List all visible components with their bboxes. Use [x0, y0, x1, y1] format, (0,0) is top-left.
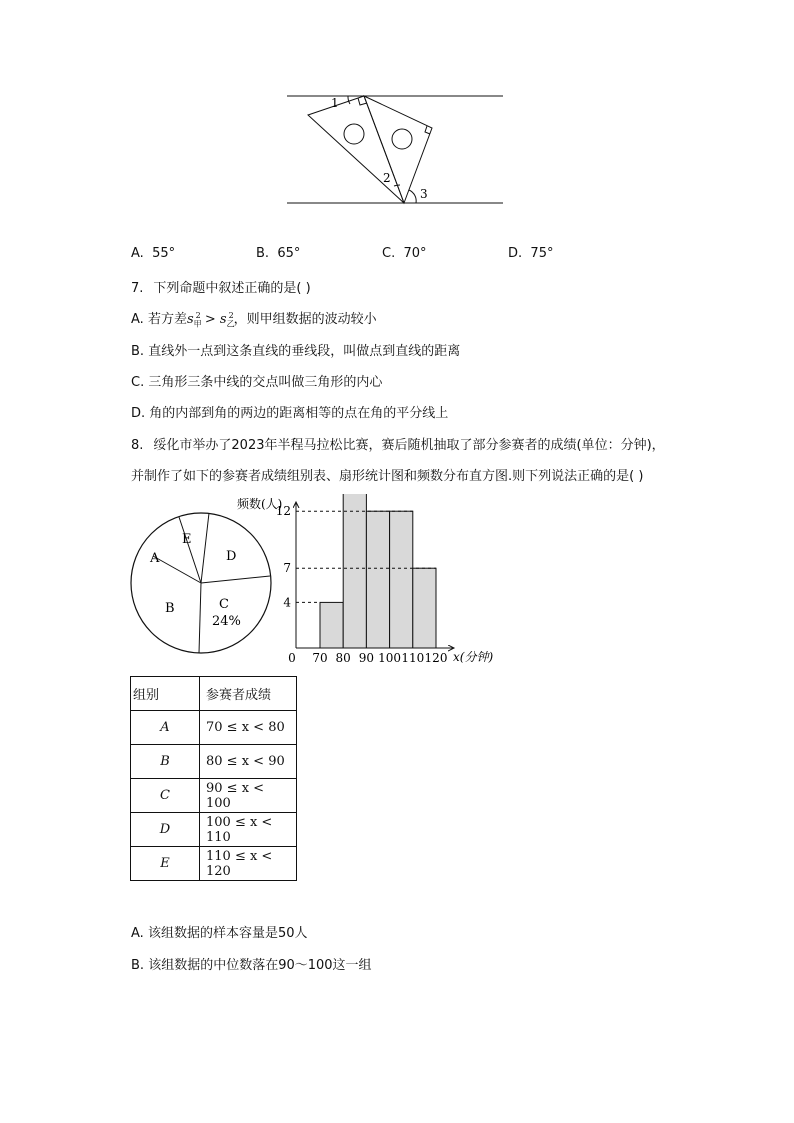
table-header-cell: 参赛者成绩 — [200, 677, 297, 711]
q8-stem-line2 — [131, 465, 643, 484]
table-cell-group: D — [131, 813, 200, 847]
option-letter: D. — [508, 246, 523, 261]
math-op: > — [200, 312, 220, 327]
x-axis-label: x(分钟) — [453, 650, 494, 664]
geometry-figure — [280, 88, 515, 213]
q8-option-b[interactable] — [131, 954, 372, 973]
y-tick-label: 7 — [283, 561, 291, 576]
pie-divider-c-b — [199, 583, 201, 653]
math-s: s — [186, 312, 194, 327]
table-cell-range: 80 ≤ x < 90 — [200, 745, 297, 779]
x-tick-label: 70 — [312, 651, 328, 665]
histogram-bar — [366, 511, 389, 648]
question-number: 7. — [131, 281, 144, 296]
math-sub: 乙 — [226, 319, 235, 329]
option-value: 75° — [530, 246, 554, 261]
table-cell-range: 100 ≤ x < 110 — [200, 813, 297, 847]
q7-option-d[interactable] — [131, 402, 448, 421]
q8-stem-line1 — [131, 434, 665, 453]
q7-option-b[interactable] — [131, 340, 460, 359]
question-stem: 下列命题中叙述正确的是( ) — [153, 281, 311, 296]
table-row — [131, 847, 297, 881]
option-letter: A. — [131, 246, 144, 261]
option-text: 角的内部到角的两边的距离相等的点在角的平分线上 — [149, 406, 449, 421]
option-letter: C. — [382, 246, 396, 261]
option-text: 该组数据的中位数落在90～100这一组 — [148, 958, 372, 973]
x-tick-label: 80 — [335, 651, 351, 665]
table-row — [131, 745, 297, 779]
option-value: 55° — [152, 246, 176, 261]
pie-label-e: E — [182, 532, 192, 547]
option-letter: B. — [256, 246, 270, 261]
table-cell-range: 90 ≤ x < 100 — [200, 779, 297, 813]
angle-3-arc — [409, 190, 416, 203]
angle-3-label: 3 — [420, 187, 428, 201]
q6-option-c[interactable] — [382, 246, 427, 261]
math-sup: 2 — [195, 310, 201, 320]
option-text: 若方差 — [147, 312, 187, 327]
q7-option-c[interactable] — [131, 371, 382, 390]
option-letter: B. — [131, 344, 145, 359]
option-letter: A. — [131, 926, 144, 941]
angle-1-arc — [348, 96, 350, 104]
table-row — [131, 711, 297, 745]
option-text: ，则甲组数据的波动较小 — [233, 312, 377, 327]
pie-label-a: A — [150, 551, 160, 566]
pie-label-b: B — [165, 601, 175, 616]
y-axis-label: 频数(人) — [237, 497, 283, 511]
group-table — [130, 676, 297, 881]
question-stem: 并制作了如下的参赛者成绩组别表、扇形统计图和频数分布直方图.则下列说法正确的是( ) — [131, 469, 644, 484]
option-letter: A. — [131, 312, 144, 327]
angle-2-arc — [394, 185, 400, 186]
table-row — [131, 779, 297, 813]
table-cell-range: 110 ≤ x < 120 — [200, 847, 297, 881]
table-cell-group: C — [131, 779, 200, 813]
histogram-bar — [320, 602, 343, 648]
table-header-row — [131, 677, 297, 711]
histogram — [232, 494, 502, 672]
question-number: 8. — [131, 438, 144, 453]
x-tick-label: 0 — [288, 651, 296, 665]
math-s: s — [219, 312, 227, 327]
q6-option-b[interactable] — [256, 246, 300, 261]
variance-expression — [187, 312, 234, 327]
right-square-hole — [392, 129, 412, 149]
option-letter: C. — [131, 375, 145, 390]
table-row — [131, 813, 297, 847]
option-text: 该组数据的样本容量是50人 — [147, 926, 308, 941]
y-tick-label: 12 — [275, 504, 291, 519]
pie-label-d: D — [226, 549, 237, 564]
table-cell-group: B — [131, 745, 200, 779]
option-value: 70° — [403, 246, 427, 261]
option-text: 直线外一点到这条直线的垂线段，叫做点到直线的距离 — [148, 344, 461, 359]
q8-option-a[interactable] — [131, 922, 307, 941]
table-cell-group: A — [131, 711, 200, 745]
x-tick-label: 120 — [424, 651, 448, 665]
math-sub: 甲 — [193, 319, 202, 329]
left-square-hole — [344, 124, 364, 144]
histogram-bar — [390, 511, 413, 648]
pie-label-c: C — [219, 597, 229, 612]
math-sup: 2 — [228, 310, 234, 320]
pie-divider-e-d — [201, 513, 209, 583]
option-value: 65° — [277, 246, 301, 261]
table-cell-range: 70 ≤ x < 80 — [200, 711, 297, 745]
left-set-square — [308, 96, 404, 203]
histogram-bar — [343, 494, 366, 648]
option-letter: D. — [131, 406, 146, 421]
pie-divider-a-e — [179, 517, 201, 583]
table-header-cell: 组别 — [131, 677, 200, 711]
histogram-bar — [413, 568, 436, 648]
question-stem: 绥化市举办了2023年半程马拉松比赛，赛后随机抽取了部分参赛者的成绩(单位：分钟)， — [153, 438, 665, 453]
q6-option-a[interactable] — [131, 246, 175, 261]
x-tick-label: 100 — [378, 651, 402, 665]
x-tick-label: 110 — [401, 651, 425, 665]
option-letter: B. — [131, 958, 145, 973]
angle-1-label: 1 — [331, 96, 339, 110]
q6-option-d[interactable] — [508, 246, 553, 261]
angle-2-label: 2 — [383, 171, 391, 185]
y-tick-label: 4 — [283, 595, 291, 610]
q7-option-a[interactable] — [131, 308, 377, 330]
option-text: 三角形三条中线的交点叫做三角形的内心 — [148, 375, 383, 390]
x-tick-label: 90 — [358, 651, 375, 665]
pie-label-c-percent: 24% — [212, 614, 241, 629]
q7-stem — [131, 277, 311, 296]
table-cell-group: E — [131, 847, 200, 881]
